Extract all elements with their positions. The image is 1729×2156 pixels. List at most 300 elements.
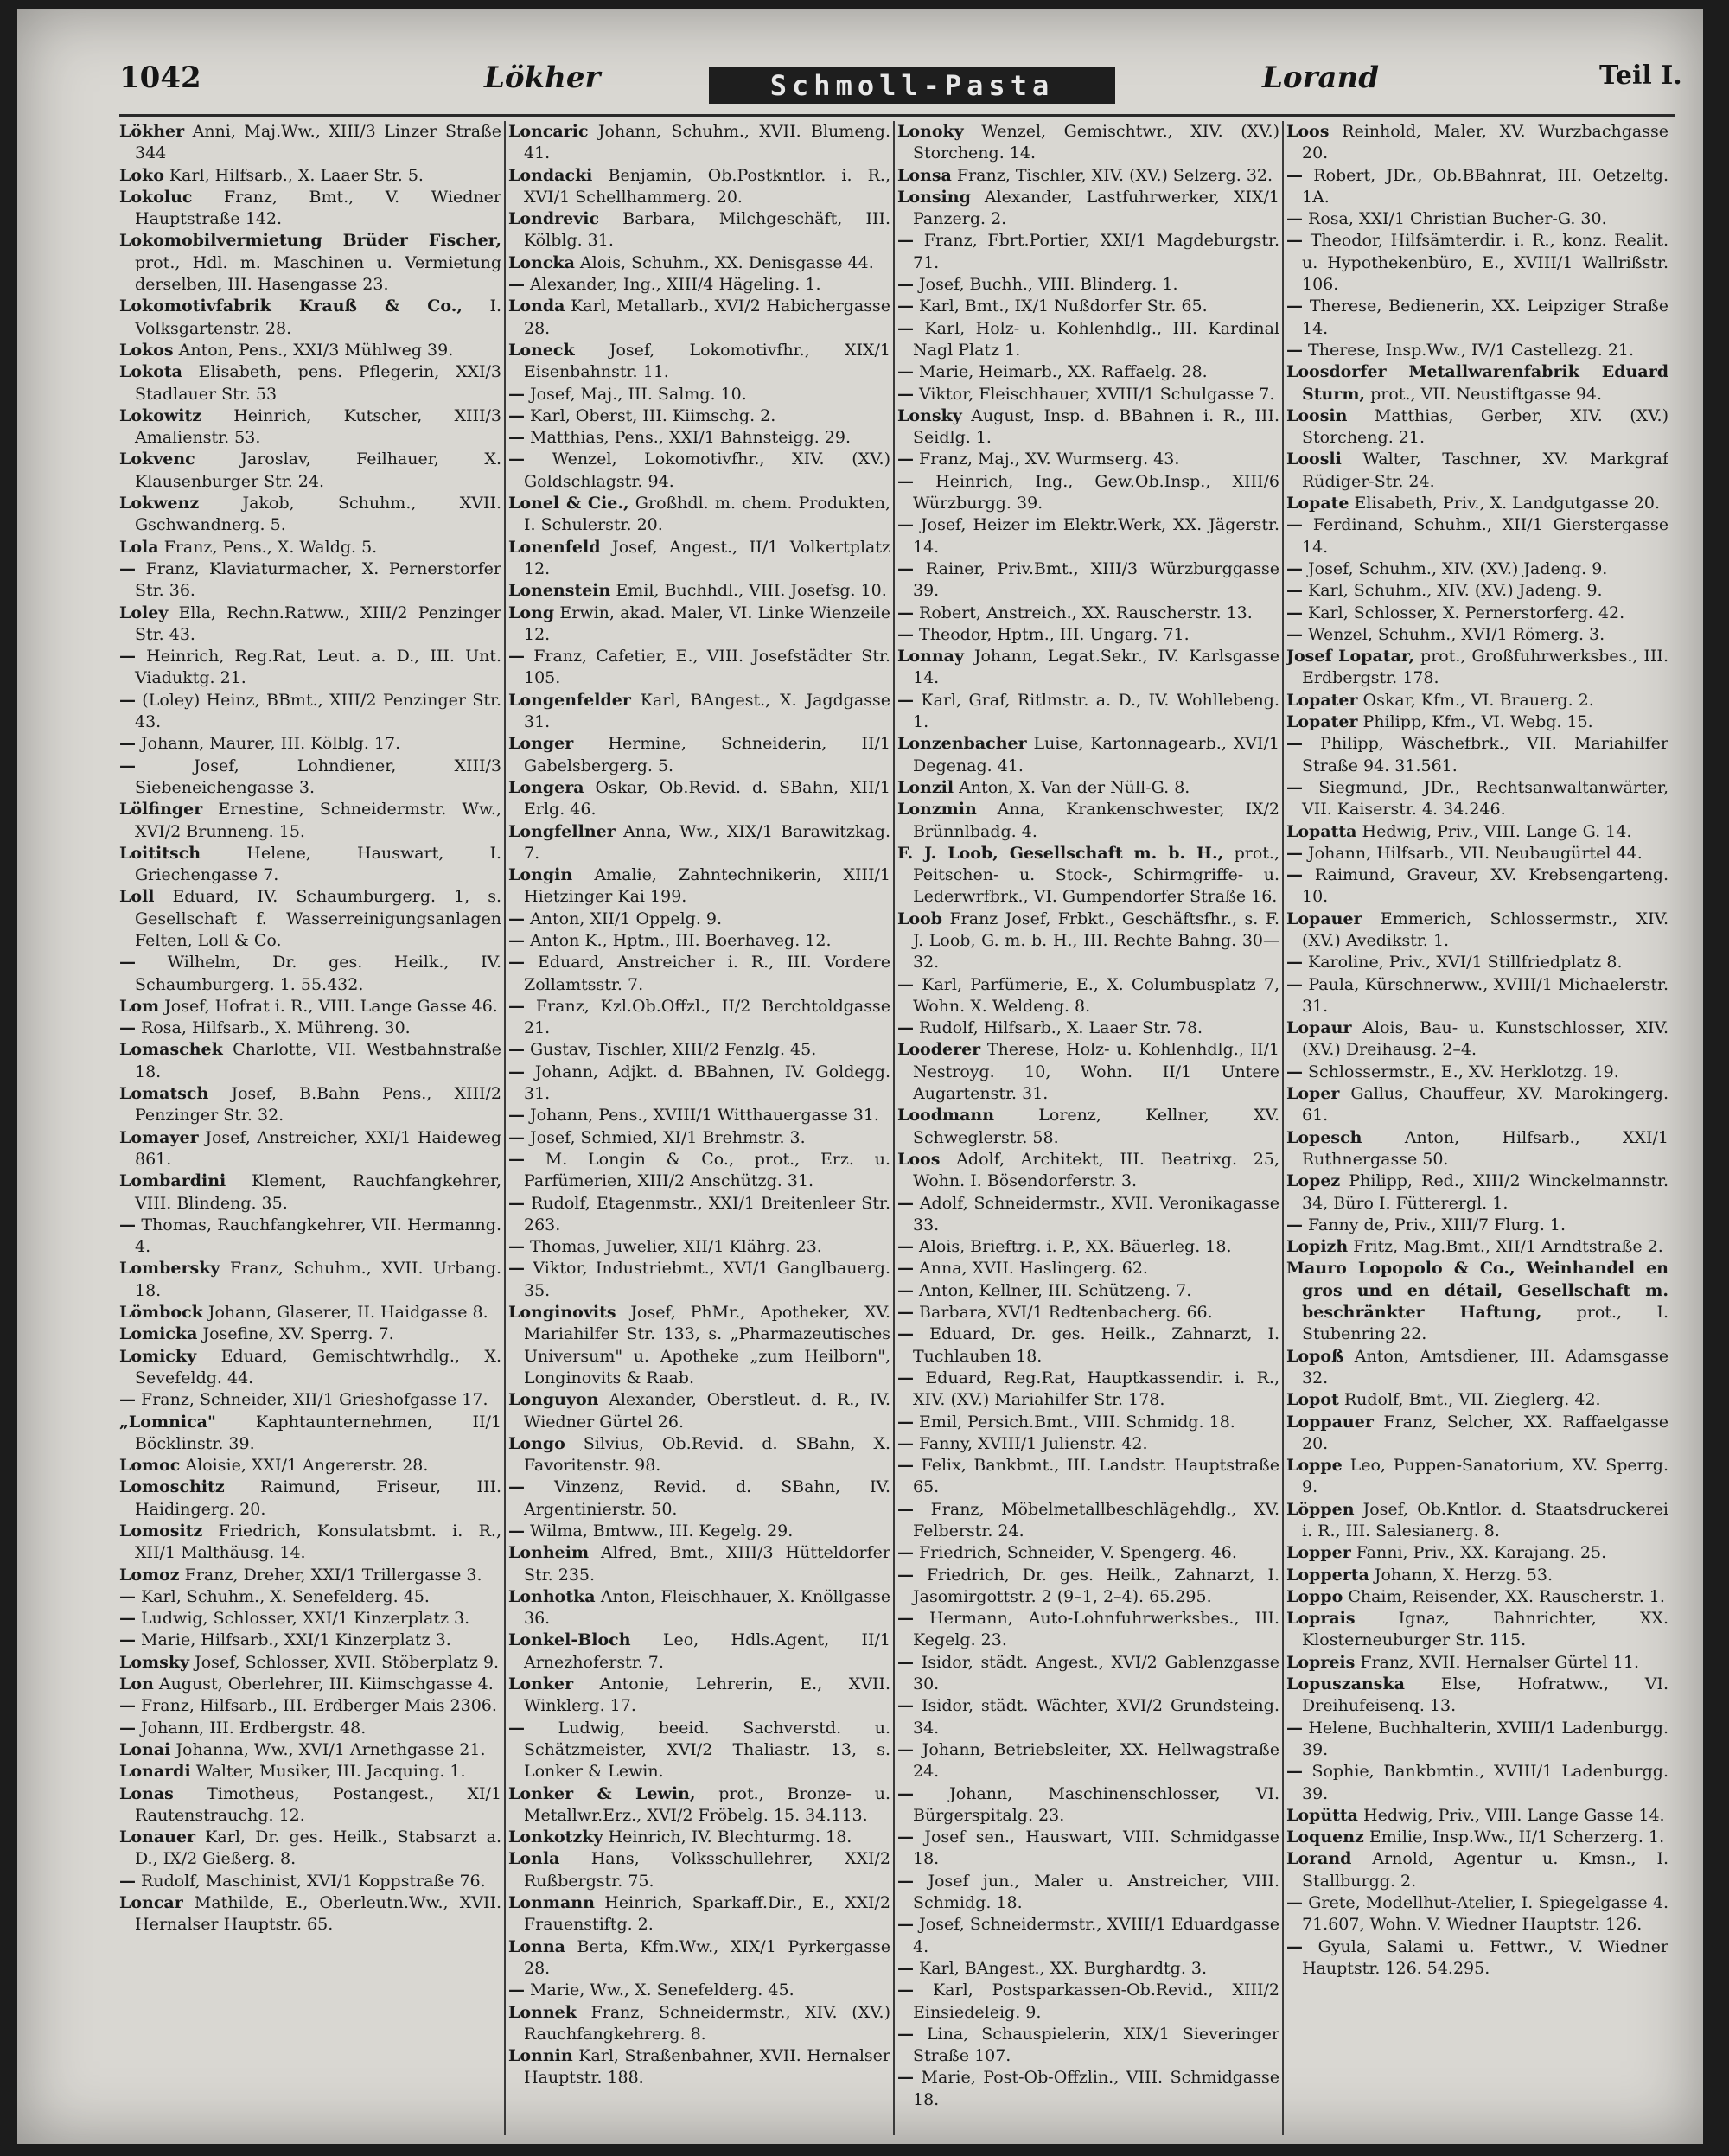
entry-details: Aloisie, XXI/1 Angererstr. 28. <box>180 1456 429 1476</box>
directory-entry <box>1286 449 1668 493</box>
directory-entry <box>508 1127 890 1149</box>
directory-entry <box>119 756 501 800</box>
entry-details: Franz Josef, Frbkt., Geschäftsfhr., s. F. J. Loob, G. m. b. H., III. Rechte Bahng. 30—32. <box>913 909 1279 973</box>
directory-entry <box>1286 843 1668 864</box>
entry-details: Josef, Buchh., VIII. Blinderg. 1. <box>914 275 1178 295</box>
directory-entry <box>1286 340 1668 361</box>
entry-details: Franz, Hilfsarb., III. Erdberger Mais 2306. <box>136 1696 497 1716</box>
entry-name: — <box>897 515 914 535</box>
entry-details: Johann, Maschinenschlosser, VI. Bürgerspitalg. 23. <box>913 1783 1279 1825</box>
directory-entry <box>508 1433 890 1477</box>
entry-details: Siegmund, JDr., Rechtsanwaltanwärter, VII. Kaiserstr. 4. 34.246. <box>1302 777 1668 820</box>
directory-entry <box>508 996 890 1040</box>
entry-name: — <box>119 1696 136 1716</box>
directory-entry <box>897 1433 1279 1455</box>
entry-name: — <box>897 1303 914 1323</box>
entry-details: Johann, Legat.Sekr., IV. Karlsgasse 14. <box>913 647 1279 688</box>
entry-details: Josef, Hofrat i. R., VIII. Lange Gasse 46. <box>159 996 498 1016</box>
entry-name: „Lomnica" <box>119 1412 216 1432</box>
directory-entry <box>897 909 1279 974</box>
entry-name: Longo <box>508 1433 565 1453</box>
entry-name: Loppe <box>1286 1456 1343 1476</box>
entry-details: Berta, Kfm.Ww., XIX/1 Pyrkergasse 28. <box>524 1936 890 1978</box>
entry-details: Wenzel, Lokomotivfhr., XIV. (XV.) Goldschlagstr. 94. <box>524 450 890 491</box>
entry-details: Karl, Postsparkassen-Ob.Revid., XIII/2 Einsiedeleig. 9. <box>913 1981 1279 2022</box>
directory-entry <box>119 1674 501 1695</box>
directory-entry <box>1286 1215 1668 1236</box>
directory-entry <box>119 296 501 340</box>
entry-name: — <box>897 1958 914 1978</box>
entry-details: Anton K., Hptm., III. Boerhaveg. 12. <box>525 930 832 950</box>
entry-name: — <box>508 1718 525 1738</box>
entry-details: Josef sen., Hauswart, VIII. Schmidgasse 18. <box>913 1827 1279 1869</box>
entry-name: Lonhotka <box>508 1586 596 1606</box>
entry-details: Rudolf, Bmt., VII. Zieglerg. 42. <box>1338 1390 1601 1410</box>
entry-details: August, Insp. d. BBahnen i. R., III. Seidlg. 1. <box>913 405 1279 448</box>
directory-entry <box>119 1477 501 1521</box>
directory-entry <box>119 1324 501 1345</box>
entry-name: Lonzmin <box>897 800 977 820</box>
entry-name: Lon <box>119 1674 154 1694</box>
entry-name: Loob <box>897 909 942 928</box>
entry-name: Lonenstein <box>508 581 611 601</box>
entry-details: Leo, Puppen-Sanatorium, XV. Sperrg. 9. <box>1302 1456 1668 1497</box>
directory-entry <box>1286 1499 1668 1543</box>
directory-entry <box>1286 1848 1668 1892</box>
entry-details: Josef, B.Bahn Pens., XIII/2 Penzinger Str. 32. <box>135 1084 501 1126</box>
entry-details: Fanni, Priv., XX. Karajang. 25. <box>1350 1543 1607 1563</box>
entry-name: — <box>1286 734 1303 754</box>
entry-details: Anton, Kellner, III. Schützeng. 7. <box>914 1280 1192 1300</box>
column-divider <box>893 121 895 2135</box>
directory-entry <box>897 514 1279 558</box>
directory-entry <box>1286 165 1668 209</box>
entry-name: Lopaur <box>1286 1018 1352 1038</box>
entry-details: Chaim, Reisender, XX. Rauscherstr. 1. <box>1343 1586 1665 1606</box>
entry-details: Anna, XVII. Haslingerg. 62. <box>914 1259 1148 1279</box>
entry-details: Karoline, Priv., XVI/1 Stillfriedplatz 8. <box>1303 953 1623 973</box>
entry-details: Wenzel, Schuhm., XVI/1 Römerg. 3. <box>1303 624 1605 644</box>
directory-entry <box>1286 711 1668 733</box>
directory-entry <box>897 1149 1279 1193</box>
directory-entry <box>508 1848 890 1892</box>
entry-details: Adolf, Schneidermstr., XVII. Veronikagasse 33. <box>913 1193 1279 1234</box>
entry-details: Franz, Dreher, XXI/1 Trillergasse 3. <box>179 1565 482 1585</box>
directory-entry <box>508 296 890 340</box>
entry-name: — <box>897 1565 914 1585</box>
directory-entry <box>119 843 501 887</box>
entry-name: Lokoluc <box>119 187 193 207</box>
directory-entry <box>508 1105 890 1126</box>
directory-entry <box>119 1389 501 1411</box>
directory-entry <box>119 1871 501 1892</box>
directory-entry <box>1286 1062 1668 1083</box>
entry-details: Johann, Hilfsarb., VII. Neubaugürtel 44. <box>1303 843 1643 863</box>
entry-name: — <box>1286 843 1303 863</box>
entry-name: — <box>897 2024 914 2044</box>
directory-entry <box>897 318 1279 362</box>
directory-entry <box>1286 1389 1668 1411</box>
directory-entry <box>508 2002 890 2046</box>
column-divider <box>1282 121 1284 2135</box>
entry-details: Hedwig, Priv., VIII. Lange Gasse 14. <box>1358 1805 1665 1825</box>
entry-details: Karl, Schuhm., X. Senefelderg. 45. <box>136 1586 430 1606</box>
entry-details: Benjamin, Ob.Postkntlor. i. R., XVI/1 Schellhammerg. 20. <box>524 165 890 207</box>
entry-name: Lonkotzky <box>508 1827 603 1847</box>
entry-name: Loncka <box>508 252 575 272</box>
directory-entry <box>1286 361 1668 405</box>
directory-entry <box>897 449 1279 470</box>
directory-entry <box>897 1565 1279 1609</box>
entry-name: — <box>1286 1718 1303 1738</box>
directory-entry <box>897 1039 1279 1105</box>
directory-entry <box>1286 864 1668 909</box>
entry-name: — <box>508 909 525 928</box>
entry-name: Loprais <box>1286 1609 1356 1629</box>
entry-name: Longin <box>508 865 573 885</box>
entry-name: — <box>897 450 914 469</box>
directory-entry <box>1286 1127 1668 1171</box>
entry-details: Walter, Musiker, III. Jacquing. 1. <box>190 1762 466 1782</box>
entry-details: prot., VII. Neustiftgasse 94. <box>1365 384 1603 404</box>
directory-entry <box>508 537 890 581</box>
entry-details: Rosa, XXI/1 Christian Bucher-G. 30. <box>1303 209 1607 229</box>
entry-name: Lopater <box>1286 712 1358 732</box>
entry-name: — <box>119 1609 136 1629</box>
directory-entry <box>119 1761 501 1783</box>
entry-details: Karl, Metallarb., XVI/2 Habichergasse 28. <box>524 297 890 338</box>
entry-details: Emmerich, Schlossermstr., XIV. (XV.) Avedikstr. 1. <box>1302 909 1668 950</box>
directory-entry <box>1286 1170 1668 1215</box>
entry-details: Josef, PhMr., Apotheker, XV. Mariahilfer Str. 133, s. „Pharmazeutisches Universum" u. Apotheke „zum Heilborn", Longinovits & Raab. <box>524 1303 890 1387</box>
entry-name: — <box>1286 1215 1303 1234</box>
directory-entry <box>1286 580 1668 602</box>
directory-entry <box>897 1783 1279 1827</box>
entry-name: — <box>897 558 914 578</box>
entry-details: Hedwig, Priv., VIII. Lange G. 14. <box>1356 821 1632 841</box>
directory-entry <box>1286 1017 1668 1062</box>
entry-details: Erwin, akad. Maler, VI. Linke Wienzeile 12. <box>524 603 890 644</box>
column-1 <box>119 121 501 2135</box>
entry-name: — <box>119 1215 136 1234</box>
entry-name: Lonker <box>508 1674 574 1694</box>
entry-details: Eduard, IV. Schaumburgerg. 1, s. Gesellschaft f. Wasserreinigungsanlagen Felten, Loll & Co. <box>135 887 501 950</box>
entry-details: Großhdl. m. chem. Produkten, I. Schulerstr. 20. <box>524 494 890 535</box>
entry-details: Josef, Schneidermstr., XVIII/1 Eduardgasse 4. <box>913 1915 1279 1956</box>
entry-details: Alfred, Bmt., XIII/3 Hütteldorfer Str. 235. <box>524 1543 890 1585</box>
directory-entry <box>119 1739 501 1761</box>
entry-details: Anna, Krankenschwester, IX/2 Brünnlbadg. 4. <box>913 800 1279 841</box>
entry-name: Lopez <box>1286 1171 1341 1191</box>
entry-name: Lola <box>119 537 159 557</box>
directory-entry <box>1286 558 1668 580</box>
directory-entry <box>508 1936 890 1981</box>
entry-details: Anton, XII/1 Oppelg. 9. <box>525 909 723 928</box>
page-header <box>17 9 1703 108</box>
directory-entry <box>119 690 501 734</box>
entry-details: Anton, Pens., XXI/3 Mühlweg 39. <box>173 340 454 360</box>
entry-name: Lopoß <box>1286 1346 1344 1366</box>
entry-details: Elisabeth, pens. Pflegerin, XXI/3 Stadlauer Str. 53 <box>135 362 501 404</box>
directory-entry <box>119 493 501 537</box>
entry-name: Lonla <box>508 1849 560 1869</box>
entry-name: Loppauer <box>1286 1412 1374 1432</box>
entry-name: — <box>897 384 914 404</box>
entry-details: prot., Großfuhrwerksbes., III. Erdbergstr. 178. <box>1302 647 1668 688</box>
entry-name: — <box>119 1018 136 1038</box>
directory-entry <box>1286 296 1668 340</box>
directory-entry <box>508 1258 890 1302</box>
entry-name: Londrevic <box>508 209 600 229</box>
directory-entry <box>119 799 501 843</box>
directory-entry <box>508 1062 890 1106</box>
entry-details: Luise, Kartonnagearb., XVI/1 Degenag. 41. <box>913 734 1279 775</box>
entry-name: — <box>508 1259 525 1279</box>
directory-entry <box>119 996 501 1017</box>
right-keyword: Lorand <box>1262 61 1380 95</box>
entry-name: Lopater <box>1286 690 1358 710</box>
entry-details: prot., Hdl. m. Maschinen u. Vermietung derselben, III. Hasengasse 23. <box>135 252 501 295</box>
entry-name: Lombersky <box>119 1259 220 1279</box>
entry-details: Philipp, Wäschefbrk., VII. Mariahilfer Straße 94. 31.561. <box>1302 734 1668 775</box>
entry-details: Johann, X. Herzg. 53. <box>1369 1565 1553 1585</box>
entry-name: Lokwenz <box>119 494 200 513</box>
entry-name: — <box>508 450 525 469</box>
directory-entry <box>897 1236 1279 1258</box>
entry-name: Josef Lopatar, <box>1286 647 1415 667</box>
entry-details: Karl, BAngest., X. Jagdgasse 31. <box>524 690 890 732</box>
directory-entry <box>897 230 1279 274</box>
entry-name: — <box>1286 1062 1303 1081</box>
entry-details: Wilhelm, Dr. ges. Heilk., IV. Schaumburgerg. 1. 55.432. <box>135 953 501 994</box>
entry-name: — <box>508 930 525 950</box>
directory-entry <box>508 1302 890 1389</box>
entry-name: — <box>119 1871 136 1891</box>
entry-details: Ludwig, Schlosser, XXI/1 Kinzerplatz 3. <box>136 1609 470 1629</box>
directory-entry <box>1286 514 1668 558</box>
entry-name: Lopreis <box>1286 1652 1356 1672</box>
directory-entry <box>897 690 1279 734</box>
entry-name: — <box>897 603 914 622</box>
entry-details: Felix, Bankbmt., III. Landstr. Hauptstraße 65. <box>913 1456 1279 1497</box>
entry-name: — <box>119 1718 136 1738</box>
directory-entry <box>1286 733 1668 777</box>
entry-details: Therese, Holz- u. Kohlenhdlg., II/1 Nestroyg. 10, Wohn. II/1 Untere Augartenstr. 31. <box>913 1040 1279 1104</box>
entry-name: — <box>1286 165 1303 185</box>
entry-details: Johann, Pens., XVIII/1 Witthauergasse 31. <box>525 1106 879 1126</box>
entry-name: Lopperta <box>1286 1565 1369 1585</box>
directory-entry <box>897 1324 1279 1368</box>
directory-entry <box>508 1236 890 1258</box>
directory-entry <box>1286 230 1668 296</box>
entry-name: Loper <box>1286 1084 1340 1104</box>
entry-details: Rudolf, Hilfsarb., X. Laaer Str. 78. <box>914 1018 1203 1038</box>
entry-name: Lömbock <box>119 1303 203 1323</box>
entry-details: Alois, Brieftrg. i. P., XX. Bäuerleg. 18. <box>914 1237 1232 1257</box>
entry-details: Isidor, städt. Wächter, XVI/2 Grundsteing. 34. <box>913 1696 1279 1738</box>
entry-details: Mathilde, E., Oberleutn.Ww., XVII. Hernalser Hauptstr. 65. <box>135 1893 501 1935</box>
entry-name: — <box>897 1018 914 1038</box>
entry-name: — <box>508 647 525 667</box>
entry-details: Franz, Bmt., V. Wiedner Hauptstraße 142. <box>135 187 501 229</box>
entry-details: Robert, Anstreich., XX. Rauscherstr. 13. <box>914 603 1253 622</box>
entry-name: Lomaschek <box>119 1040 223 1060</box>
directory-entry <box>1286 909 1668 953</box>
entry-name: — <box>1286 1893 1303 1913</box>
directory-entry <box>897 1695 1279 1739</box>
directory-entry <box>508 1980 890 2001</box>
entry-details: Anton, Amtsdiener, III. Adamsgasse 32. <box>1302 1346 1668 1387</box>
entry-name: — <box>897 690 914 710</box>
entry-name: — <box>1286 1936 1303 1956</box>
directory-entry <box>508 274 890 296</box>
entry-name: — <box>897 1412 914 1432</box>
directory-entry <box>897 558 1279 603</box>
directory-entry <box>119 1521 501 1565</box>
entry-details: Jaroslav, Feilhauer, X. Klausenburger Str. 24. <box>135 450 501 491</box>
directory-entry <box>508 1892 890 1936</box>
directory-entry <box>119 952 501 996</box>
entry-details: Elisabeth, Priv., X. Landgutgasse 20. <box>1349 494 1661 513</box>
directory-entry <box>119 1695 501 1717</box>
entry-name: — <box>508 1477 525 1497</box>
directory-entry <box>897 1455 1279 1499</box>
entry-details: Josef, Ob.Kntlor. d. Staatsdruckerei i. R., III. Salesianerg. 8. <box>1302 1499 1668 1540</box>
entry-name: — <box>1286 974 1303 994</box>
directory-entry <box>119 361 501 405</box>
entry-details: (Loley) Heinz, BBmt., XIII/2 Penzinger Str. 43. <box>135 690 501 732</box>
entry-details: Kaphtaunternehmen, II/1 Böcklinstr. 39. <box>135 1412 501 1453</box>
entry-details: Josef, Angest., II/1 Volkertplatz 12. <box>524 537 890 578</box>
entry-details: Theodor, Hptm., III. Ungarg. 71. <box>914 624 1190 644</box>
entry-name: Loosli <box>1286 450 1342 469</box>
entry-name: Longer <box>508 734 574 754</box>
directory-entry <box>897 1739 1279 1783</box>
part-label: Teil I. <box>1599 61 1682 91</box>
directory-entry <box>897 733 1279 777</box>
entry-name: — <box>897 1368 914 1387</box>
directory-entry <box>508 405 890 427</box>
entry-name: — <box>1286 777 1303 797</box>
entry-name: Lopesch <box>1286 1127 1362 1147</box>
directory-entry <box>119 1586 501 1608</box>
directory-entry <box>508 2045 890 2089</box>
entry-name: Lopizh <box>1286 1237 1349 1257</box>
entry-name: Lonzenbacher <box>897 734 1027 754</box>
entry-details: Josef, Schuhm., XIV. (XV.) Jadeng. 9. <box>1303 558 1608 578</box>
directory-entry <box>508 1783 890 1827</box>
directory-entry <box>897 646 1279 690</box>
directory-entry <box>119 1718 501 1739</box>
entry-name: — <box>897 1324 914 1344</box>
entry-details: Walter, Taschner, XV. Markgraf Rüdiger-Str. 24. <box>1302 450 1668 491</box>
entry-name: — <box>897 1981 914 2000</box>
entry-details: Barbara, XVI/1 Redtenbacherg. 66. <box>914 1303 1213 1323</box>
entry-details: Eduard, Reg.Rat, Hauptkassendir. i. R., XIV. (XV.) Mariahilfer Str. 178. <box>913 1368 1279 1410</box>
entry-name: — <box>897 1280 914 1300</box>
entry-name: Lombardini <box>119 1171 226 1191</box>
entry-name: Lomositz <box>119 1521 203 1540</box>
column-divider <box>504 121 506 2135</box>
entry-name: Lopot <box>1286 1390 1339 1410</box>
entry-details: Karl, Parfümerie, E., X. Columbusplatz 7, Wohn. X. Weldeng. 8. <box>913 974 1279 1016</box>
entry-name: — <box>508 428 525 448</box>
entry-details: Alois, Bau- u. Kunstschlosser, XIV. (XV.) Dreihausg. 2–4. <box>1302 1018 1668 1060</box>
entry-name: Longenfelder <box>508 690 631 710</box>
entry-name: — <box>897 1871 914 1891</box>
entry-details: Oskar, Ob.Revid. d. SBahn, XII/1 Erlg. 46. <box>524 777 890 820</box>
entry-details: Karl, Schuhm., XIV. (XV.) Jadeng. 9. <box>1303 581 1603 601</box>
directory-entry <box>897 777 1279 799</box>
entry-details: Anton, X. Van der Nüll-G. 8. <box>954 777 1190 797</box>
entry-name: Lonsa <box>897 165 952 185</box>
directory-entry <box>508 165 890 209</box>
directory-entry <box>508 1586 890 1630</box>
entry-details: Schlossermstr., E., XV. Herklotzg. 19. <box>1303 1062 1619 1081</box>
directory-entry <box>119 886 501 952</box>
entry-name: — <box>897 2068 914 2088</box>
directory-entry <box>508 1827 890 1848</box>
entry-details: Arnold, Agentur u. Kmsn., I. Stallburgg. 2. <box>1302 1849 1668 1891</box>
directory-entry <box>897 1914 1279 1958</box>
directory-entry <box>508 121 890 165</box>
entry-details: Hermine, Schneiderin, II/1 Gabelsbergerg. 5. <box>524 734 890 775</box>
entry-details: Therese, Bedienerin, XX. Leipziger Straße 14. <box>1302 297 1668 338</box>
entry-details: Josefine, XV. Sperrg. 7. <box>197 1324 394 1344</box>
entry-name: — <box>897 1827 914 1847</box>
directory-entry <box>508 952 890 996</box>
entry-details: Karl, Dr. ges. Heilk., Stabsarzt a. D., IX/2 Gießerg. 8. <box>135 1827 501 1869</box>
entry-details: Matthias, Pens., XXI/1 Bahnsteigg. 29. <box>525 428 852 448</box>
directory-entry <box>1286 1805 1668 1827</box>
entry-details: Paula, Kürschnerww., XVIII/1 Michaelerstr. 31. <box>1302 974 1668 1016</box>
directory-entry <box>1286 1827 1668 1848</box>
entry-name: Lomicky <box>119 1346 197 1366</box>
directory-entry <box>508 733 890 777</box>
directory-entry <box>119 733 501 755</box>
entry-details: Thomas, Rauchfangkehrer, VII. Hermanng. 4. <box>135 1215 501 1257</box>
entry-name: Lonoky <box>897 122 964 141</box>
entry-name: Lonmann <box>508 1893 595 1913</box>
entry-details: Eduard, Dr. ges. Heilk., Zahnarzt, I. Tuchlauben 18. <box>913 1324 1279 1366</box>
entry-name: — <box>1286 558 1303 578</box>
entry-name: Lölfinger <box>119 800 203 820</box>
entry-details: Ignaz, Bahnrichter, XX. Klosterneuburger Str. 115. <box>1302 1609 1668 1650</box>
directory-entry <box>119 1127 501 1171</box>
entry-details: Karl, Bmt., IX/1 Nußdorfer Str. 65. <box>914 297 1208 316</box>
entry-name: Loodmann <box>897 1106 995 1126</box>
directory-entry <box>1286 690 1668 711</box>
entry-name: — <box>119 1586 136 1606</box>
entry-details: Franz, Selcher, XX. Raffaelgasse 20. <box>1302 1412 1668 1453</box>
entry-details: Oskar, Kfm., VI. Brauerg. 2. <box>1357 690 1594 710</box>
directory-entry <box>508 427 890 449</box>
entry-details: Viktor, Fleischhauer, XVIII/1 Schulgasse 7. <box>914 384 1275 404</box>
entry-details: Wenzel, Gemischtwr., XIV. (XV.) Storcheng. 14. <box>913 122 1279 163</box>
directory-entry <box>119 405 501 450</box>
directory-entry <box>897 1412 1279 1433</box>
entry-details: Isidor, städt. Angest., XVI/2 Gablenzgasse 30. <box>913 1652 1279 1694</box>
directory-entry <box>119 1258 501 1302</box>
entry-details: Franz, Tischler, XIV. (XV.) Selzerg. 32. <box>951 165 1273 185</box>
directory-entry <box>1286 405 1668 450</box>
entry-name: Lopuszanska <box>1286 1674 1405 1694</box>
entry-details: Theodor, Hilfsämterdir. i. R., konz. Realit. u. Hypothekenbüro, E., XVIII/1 Wallrißstr. 106. <box>1302 231 1668 295</box>
directory-entry <box>897 1017 1279 1039</box>
directory-entry <box>897 1302 1279 1324</box>
entry-details: Ernestine, Schneidermstr. Ww., XVI/2 Brunneng. 15. <box>135 800 501 841</box>
entry-name: — <box>897 624 914 644</box>
